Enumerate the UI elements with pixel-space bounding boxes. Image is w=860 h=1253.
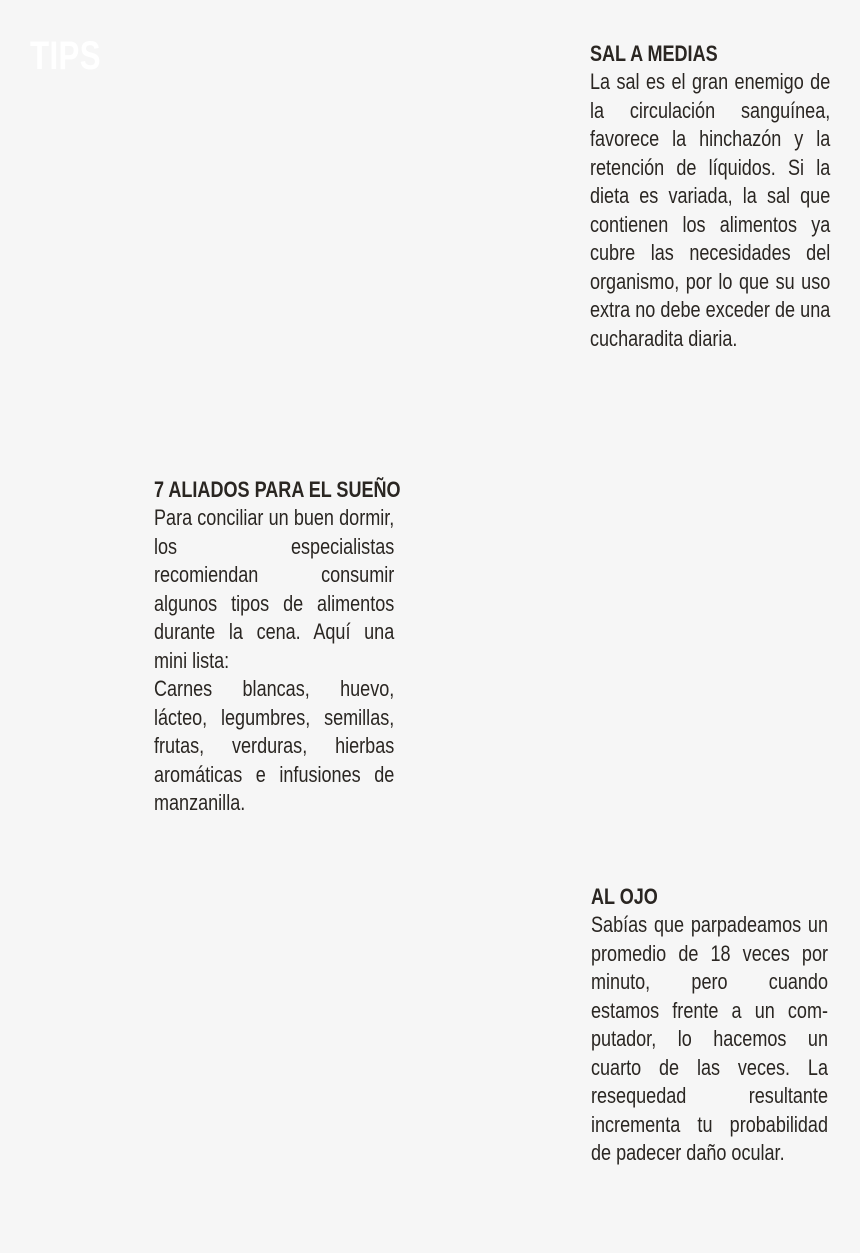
tip-body: La sal es el gran enemigo de la circulación sanguínea, favorece la hinchazón y la retención de líquidos. Si la dieta es variada, la sal que contienen los alimentos ya cubre las necesidades del organismo, por lo que su uso extra no debe exceder de una cucharadita diaria. <box>590 69 831 351</box>
tip-heading: 7 ALIADOS PARA EL SUEÑO <box>154 477 401 502</box>
tip-heading: SAL A MEDIAS <box>590 41 718 66</box>
tip-body: Para conciliar un buen dormir, los especialistas recomiendan consumir algunos tipos de alimentos durante la cena. Aquí una mini lista: Carnes blancas, huevo, lácteo, legumbres, semillas, frutas, verduras, hierbas aromáticas e infusiones de manzanilla. <box>154 505 395 815</box>
tip-aliados-sueno <box>154 476 401 818</box>
tip-al-ojo <box>591 883 828 1168</box>
page-title: TIPS <box>30 34 101 78</box>
tip-sal-a-medias <box>590 40 830 353</box>
tip-body: Sabías que parpadeamos un promedio de 18 veces por minuto, pero cuando estamos frente a un com-putador, lo hacemos un cuarto de las veces. La resequedad resultante incrementa tu probabilidad de padecer daño ocular. <box>591 912 828 1165</box>
tip-heading: AL OJO <box>591 884 658 909</box>
